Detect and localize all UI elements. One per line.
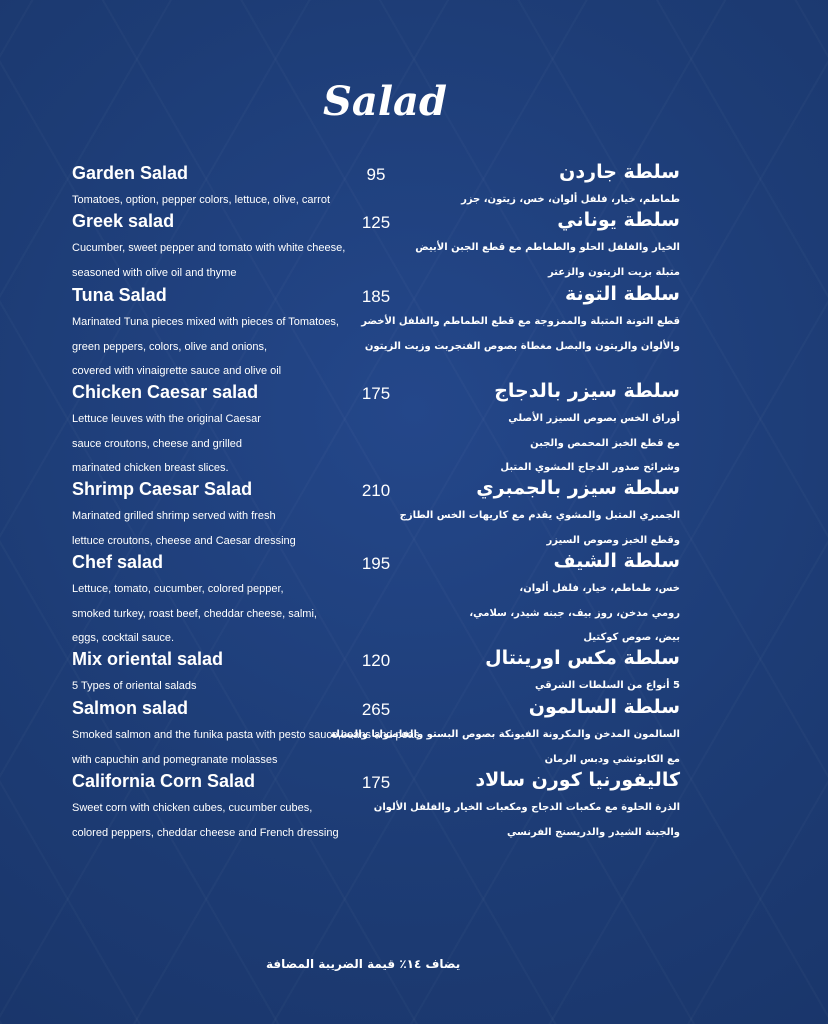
item-description: Cucumber, sweet pepper and tomato with white cheese,: [72, 242, 346, 254]
item-description: green peppers, colors, olive and onions,: [72, 340, 268, 353]
item-price: 210: [361, 481, 391, 500]
item-description: seasoned with olive oil and thyme: [72, 266, 237, 279]
item-description: Marinated grilled shrimp served with fresh: [72, 510, 276, 522]
item-description-arabic: رومي مدخن، روز بيف، جبنه شيدر، سلامي،: [469, 607, 680, 619]
item-description: Smoked salmon and the funika pasta with pesto sauce,beans and peas: [72, 729, 420, 741]
item-description: 5 Types of oriental salads: [72, 680, 197, 692]
item-description-arabic: مع الكابوتشي ودبس الرمان: [544, 753, 680, 765]
item-description-arabic: متبلة بزيت الزيتون والزعتر: [547, 266, 680, 278]
item-name-arabic: سلطة جاردن: [559, 161, 680, 183]
item-price: 175: [361, 773, 391, 792]
item-name: Salmon salad: [72, 698, 189, 718]
item-description-arabic: السالمون المدخن والمكرونة الفيونكة بصوص البستو والفاصوليا والبسلة: [330, 729, 680, 740]
item-description: marinated chicken breast slices.: [72, 462, 229, 474]
item-name-arabic: سلطة سيزر بالجمبري: [476, 477, 680, 499]
item-description: lettuce croutons, cheese and Caesar dressing: [72, 534, 296, 547]
item-description-arabic: خس، طماطم، خيار، فلفل ألوان،: [519, 583, 680, 594]
item-description-arabic: الجمبري المتبل والمشوي يقدم مع كاريهات الخس الطازج: [399, 510, 680, 521]
item-name: Chef salad: [72, 552, 164, 572]
item-description: covered with vinaigrette sauce and olive oil: [72, 365, 282, 377]
item-name: California Corn Salad: [72, 771, 256, 791]
item-description: colored peppers, cheddar cheese and French dressing: [72, 826, 339, 839]
item-name-arabic: كاليفورنيا كورن سالاد: [475, 769, 680, 791]
item-name-arabic: سلطة سيزر بالدجاج: [494, 380, 680, 402]
item-description: Lettuce, tomato, cucumber, colored pepper,: [72, 583, 284, 595]
item-price: 185: [361, 287, 391, 306]
item-price: 120: [361, 651, 391, 670]
section-title: Salad: [323, 78, 447, 125]
item-name: Greek salad: [72, 211, 175, 231]
item-price: 265: [361, 700, 391, 719]
item-description-arabic: والجبنة الشيدر والدريسنج الفرنسي: [506, 826, 680, 838]
item-description: with capuchin and pomegranate molasses: [72, 753, 278, 766]
item-description-arabic: وقطع الخبز وصوص السيزر: [546, 534, 680, 546]
item-description: sauce croutons, cheese and grilled: [72, 437, 242, 450]
item-name: Tuna Salad: [72, 285, 167, 305]
item-description: smoked turkey, roast beef, cheddar cheese, salmi,: [72, 607, 317, 620]
item-description: eggs, cocktail sauce.: [72, 632, 175, 644]
item-description-arabic: طماطم، خيار، فلفل ألوان، خس، زيتون، جزر: [461, 194, 680, 205]
item-name-arabic: سلطة السالمون: [528, 696, 680, 718]
item-name-arabic: سلطة مكس اورينتال: [485, 647, 680, 669]
item-name-arabic: سلطة التونة: [564, 283, 680, 305]
item-name: Shrimp Caesar Salad: [72, 479, 253, 499]
item-description-arabic: وشرائح صدور الدجاج المشوي المتبل: [500, 462, 680, 473]
item-description-arabic: الخيار والفلفل الحلو والطماطم مع قطع الجبن الأبيض: [415, 242, 680, 253]
item-description-arabic: قطع التونة المتبلة والممزوجة مع قطع الطماطم والفلفل الأخضر: [361, 316, 680, 327]
item-description-arabic: مع قطع الخبز المحمص والجبن: [530, 437, 680, 449]
item-description-arabic: بيض، صوص كوكتيل: [583, 632, 680, 643]
item-description-arabic: أوراق الخس بصوص السيزر الأصلي: [508, 413, 680, 424]
item-price: 175: [361, 384, 391, 403]
item-name-arabic: سلطة الشيف: [553, 550, 680, 572]
vat-note: يضاف ١٤٪ قيمة الضريبة المضافة: [266, 957, 461, 971]
item-name: Mix oriental salad: [72, 649, 224, 669]
item-name: Garden Salad: [72, 163, 189, 183]
item-price: 125: [361, 213, 391, 232]
item-description: Lettuce leuves with the original Caesar: [72, 413, 261, 425]
item-description: Marinated Tuna pieces mixed with pieces of Tomatoes,: [72, 316, 339, 328]
item-description-arabic: والألوان والزيتون والبصل مغطاة بصوص الفنجربت وزيت الزيتون: [364, 340, 680, 352]
item-price: 195: [361, 554, 391, 573]
item-description-arabic: 5 أنواع من السلطات الشرقي: [534, 680, 680, 691]
item-name-arabic: سلطة يوناني: [557, 209, 680, 231]
item-description: Tomatoes, option, pepper colors, lettuce, olive, carrot: [72, 194, 331, 206]
item-description-arabic: الذرة الحلوة مع مكعبات الدجاج ومكعبات الخيار والفلفل الألوان: [373, 802, 680, 813]
item-description: Sweet corn with chicken cubes, cucumber cubes,: [72, 802, 313, 814]
item-price: 95: [366, 165, 386, 184]
item-name: Chicken Caesar salad: [72, 382, 259, 402]
